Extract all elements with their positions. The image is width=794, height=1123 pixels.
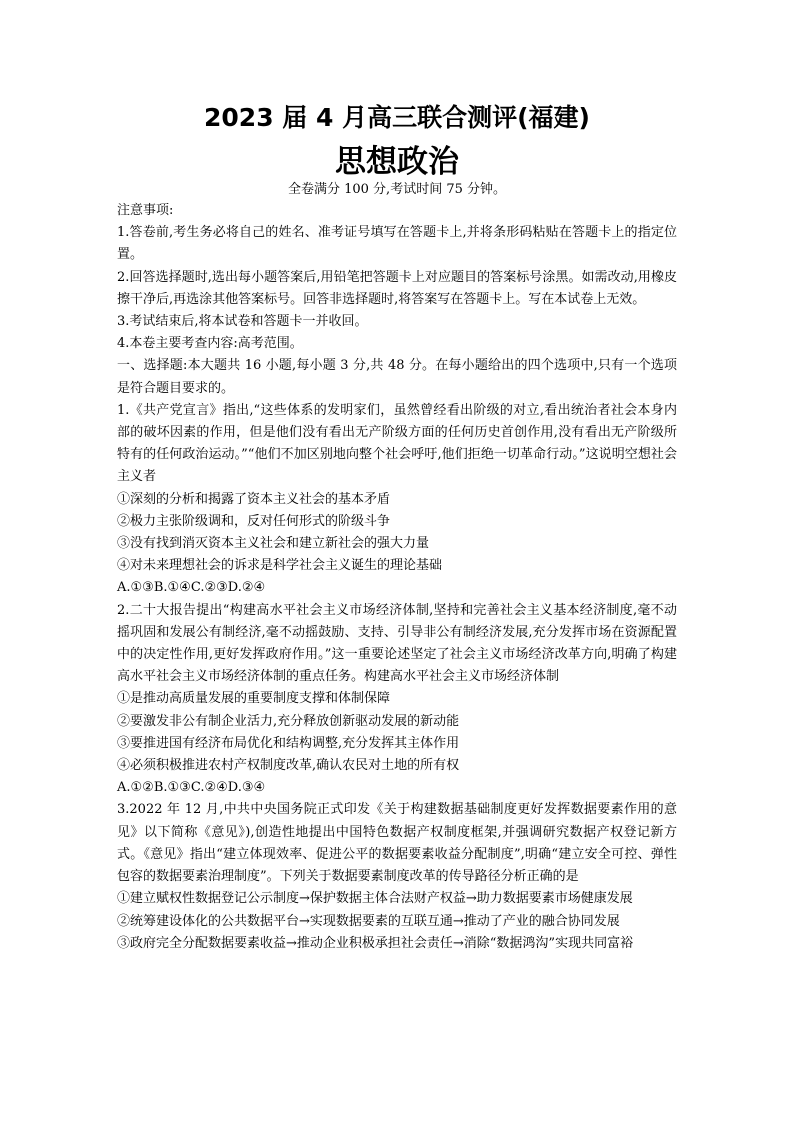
- option-b: B.①③: [153, 780, 191, 796]
- note-item-4: 4.本卷主要考查内容:高考范围。: [117, 336, 303, 352]
- option-c: C.②③: [190, 580, 228, 596]
- section-instructions: 一、选择题:本大题共 16 小题,每小题 3 分,共 48 分。在每小题给出的四个选项中,只有一个选项是符合题目要求的。: [117, 358, 677, 396]
- notes-heading: 注意事项:: [117, 203, 174, 218]
- question-1-stem: 1.《共产党宣言》指出,“这些体系的发明家们，虽然曾经看出阶级的对立,看出统治者社会本身内部的破坏因素的作用，但是他们没有看出无产阶级方面的任何历史首创作用,没有看出无产阶级所特有的任何政治运动。”“他们不加区别地向整个社会呼吁,他们拒绝一切革命行动。”这说明空想社会主义者: [117, 402, 677, 485]
- question-1-statement-3: ③没有找到消灭资本主义社会和建立新社会的强大力量: [117, 536, 430, 552]
- question-3-stem: 3.2022 年 12 月,中共中央国务院正式印发《关于构建数据基础制度更好发挥数据要素作用的意见》以下简称《意见》),创造性地提出中国特色数据产权制度框架,并强调研究数据产权登记新方式。《意见》指出“建立体现效率、促进公平的数据要素收益分配制度”,明确“建立安全可控、弹性包容的数据要素治理制度”。下列关于数据要素制度改革的传导路径分析正确的是: [117, 802, 677, 885]
- question-3-statement-1: ①建立赋权性数据登记公示制度→保护数据主体合法财产权益→助力数据要素市场健康发展: [117, 891, 633, 907]
- question-2-stem: 2.二十大报告提出“构建高水平社会主义市场经济体制,坚持和完善社会主义基本经济制度,毫不动摇巩固和发展公有制经济,毫不动摇鼓励、支持、引导非公有制经济发展,充分发挥市场在资源配置中的决定性作用,更好发挥政府作用。”这一重要论述坚定了社会主义市场经济改革方向,明确了构建高水平社会主义市场经济体制的重点任务。构建高水平社会主义市场经济体制: [117, 602, 677, 685]
- note-item-3: 3.考试结束后,将本试卷和答题卡一并收回。: [117, 314, 368, 330]
- exam-title: 2023 届 4 月高三联合测评(福建): [204, 103, 590, 132]
- note-item-1: 1.答卷前,考生务必将自己的姓名、准考证号填写在答题卡上,并将条形码粘贴在答题卡上的指定位置。: [117, 225, 677, 263]
- exam-content: [117, 200, 677, 955]
- question-2-options: [117, 777, 677, 799]
- option-d: D.②④: [227, 580, 266, 596]
- question-2-statement-4: ④必须积极推进农村产权制度改革,确认农民对土地的所有权: [117, 758, 460, 774]
- option-a: A.①②: [117, 780, 154, 796]
- exam-info: 全卷满分 100 分,考试时间 75 分钟。: [287, 182, 507, 197]
- question-1-statement-2: ②极力主张阶级调和，反对任何形式的阶级斗争: [117, 513, 391, 529]
- option-d: D.③④: [227, 780, 266, 796]
- question-2-statement-1: ①是推动高质量发展的重要制度支撑和体制保障: [117, 691, 391, 707]
- question-1-statement-1: ①深刻的分析和揭露了资本主义社会的基本矛盾: [117, 491, 391, 507]
- question-3-statement-2: ②统筹建设体化的公共数据平台→实现数据要素的互联互通→推动了产业的融合协同发展: [117, 913, 620, 929]
- option-b: B.①④: [153, 580, 191, 596]
- note-item-2: 2.回答选择题时,选出每小题答案后,用铅笔把答题卡上对应题目的答案标号涂黑。如需改动,用橡皮擦干净后,再选涂其他答案标号。回答非选择题时,将答案写在答题卡上。写在本试卷上无效。: [117, 269, 677, 307]
- question-3-statement-3: ③政府完全分配数据要素收益→推动企业积极承担社会责任→消除“数据鸿沟”实现共同富裕: [117, 935, 634, 951]
- subject-title: 思想政治: [335, 144, 459, 180]
- option-a: A.①③: [117, 580, 154, 596]
- option-c: C.②④: [190, 780, 228, 796]
- question-2-statement-3: ③要推进国有经济布局优化和结构调整,充分发挥其主体作用: [117, 735, 460, 751]
- question-2-statement-2: ②要激发非公有制企业活力,充分释放创新驱动发展的新动能: [117, 713, 460, 729]
- question-1-statement-4: ④对未来理想社会的诉求是科学社会主义诞生的理论基础: [117, 558, 443, 574]
- question-1-options: [117, 577, 677, 599]
